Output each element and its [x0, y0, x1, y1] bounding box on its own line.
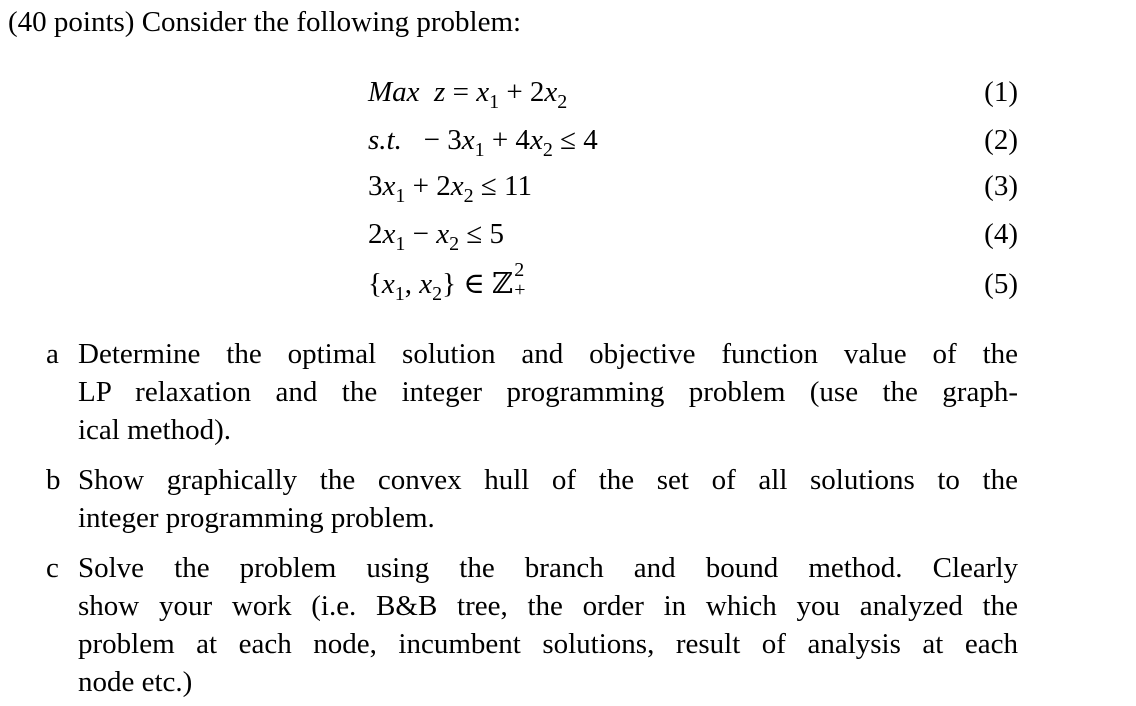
equation-constraint-3	[368, 210, 1018, 258]
part-b	[46, 461, 1018, 537]
constraint-formula: s.t. − $3x_1 + 4x_2 \le 4$	[368, 124, 598, 161]
equation-objective	[368, 68, 1018, 116]
text-line: LP relaxation and the integer programming problem (use the graph-	[78, 376, 1018, 408]
text-line: show your work (i.e. B&B tree, the order in which you analyzed the	[78, 590, 1018, 622]
constraint-formula: $2x_1 - x_2 \le 5$	[368, 218, 505, 255]
domain-formula: {$x_1$, $x_2$} ∈ ℤ 2 +	[368, 259, 526, 305]
text-line: Show graphically the convex hull of the set of all solutions to the	[78, 464, 1018, 496]
equation-number: (1)	[984, 76, 1018, 108]
equation-domain	[368, 260, 1018, 308]
text-line: integer programming problem.	[78, 502, 435, 534]
equation-constraint-1	[368, 116, 1018, 164]
text-line: Solve the problem using the branch and bound method. Clearly	[78, 552, 1018, 584]
constraint-formula: $3x_1 + 2x_2 \le 11$	[368, 170, 532, 207]
part-text	[78, 549, 1018, 701]
objective-formula: Max $z = x_1 + 2x_2$	[368, 76, 568, 113]
part-label: c	[46, 552, 59, 584]
text-line: problem at each node, incumbent solutions, result of analysis at each	[78, 628, 1018, 660]
part-a	[46, 335, 1018, 449]
equation-constraint-2	[368, 162, 1018, 210]
part-c	[46, 549, 1018, 701]
equation-number: (2)	[984, 124, 1018, 156]
equation-number: (3)	[984, 170, 1018, 202]
equation-number: (5)	[984, 268, 1018, 300]
problem-intro: (40 points) Consider the following problem:	[8, 6, 522, 38]
part-text	[78, 461, 1018, 537]
text-line: ical method).	[78, 414, 232, 446]
part-label: a	[46, 338, 59, 370]
text-line: node etc.)	[78, 666, 193, 698]
part-label: b	[46, 464, 61, 496]
equation-number: (4)	[984, 218, 1018, 250]
text-line: Determine the optimal solution and objective function value of the	[78, 338, 1018, 370]
part-text	[78, 335, 1018, 449]
